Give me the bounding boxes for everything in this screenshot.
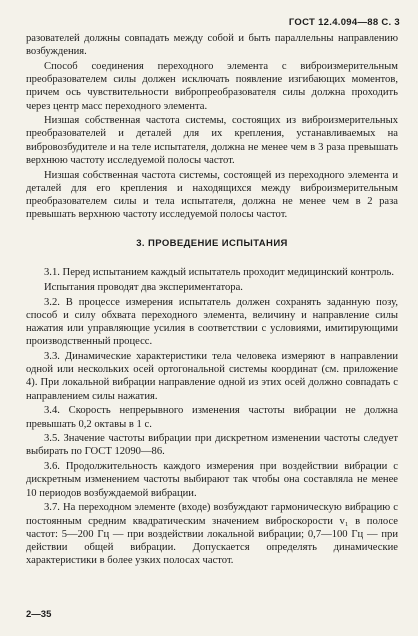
- paragraph: 3.6. Продолжительность каждого измерения при воздействии вибрации с дискретным изменением частоты выбирают так чтобы она составляла не менее 10 периодов возбуждаемой вибрации.: [26, 461, 398, 499]
- paragraph: 3.3. Динамические характеристики тела человека измеряют в направлении одной или нескольких осей ортогональной системы координат (см. приложение 4). При локальной вибрации направление одной из этих осей должно совпадать с направлением силы нажатия.: [26, 351, 398, 402]
- page-footer: 2—35: [26, 609, 52, 620]
- paragraph: 3.2. В процессе измерения испытатель должен сохранять заданную позу, способ и силу обхвата переходного элемента, величину и направление силы нажатия или управляющие усилия в соответствии с условиями, имитирующими производственный процесс.: [26, 296, 398, 348]
- section-title: 3. ПРОВЕДЕНИЕ ИСПЫТАНИЯ: [136, 238, 288, 250]
- paragraph: Низшая собственная частота системы, состоящей из переходного элемента и деталей для его крепления и находящихся между виброизмерительным преобразователем силы и тела испытателя, должна не менее чем в 2 раза превышать верхнюю частоту исследуемой полосы частот.: [26, 169, 398, 221]
- paragraph: Способ соединения переходного элемента с виброизмерительным преобразователем силы должен исключать появление изгибающих моментов, причем ось чувствительности вибропреобразователя силы должна проходить через центр масс переходного элемента.: [26, 60, 398, 112]
- document-body: [26, 32, 398, 569]
- paragraph: 3.1. Перед испытанием каждый испытатель проходит медицинский контроль.: [44, 267, 395, 279]
- paragraph: Испытания проводят два экспериментатора.: [44, 282, 243, 294]
- page-header: ГОСТ 12.4.094—88 С. 3: [288, 17, 400, 28]
- paragraph: 3.5. Значение частоты вибрации при дискретном изменении частоты следует выбирать по ГОСТ 12090—86.: [26, 433, 398, 458]
- paragraph: 3.7. На переходном элементе (входе) возбуждают гармоническую вибрацию с постоянным средним квадратическим значением виброскорости v₁ в полосе частот: 5—200 Гц — при воздействии локальной вибрации; 0,7—100 Гц — при действии общей вибрации. Допускается определять динамические характеристики в более узких полосах частот.: [26, 502, 398, 567]
- paragraph: 3.4. Скорость непрерывного изменения частоты вибрации не должна превышать 0,2 октавы в 1 с.: [26, 405, 398, 430]
- paragraph: Низшая собственная частота системы, состоящих из виброизмерительных преобразователей и деталей для их крепления, устанавливаемых на вибровозбудителе и на теле испытателя, должна не менее чем в 3 раза превышать верхнюю частоту исследуемой полосы частот.: [26, 115, 398, 166]
- paragraph: разователей должны совпадать между собой и быть параллельны направлению возбуждения.: [26, 33, 398, 58]
